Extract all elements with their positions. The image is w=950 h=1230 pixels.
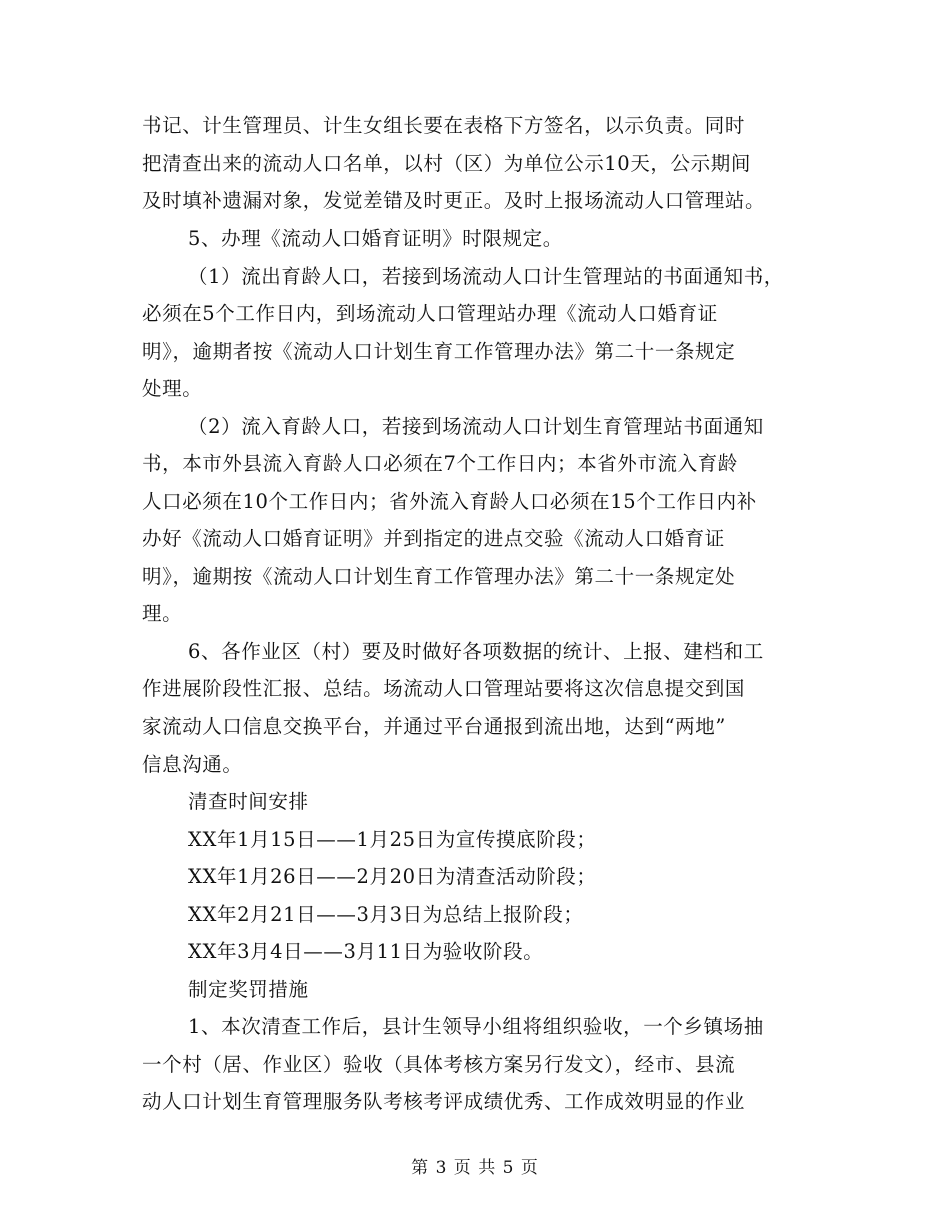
text-line: 办好《流动人口婚育证明》并到指定的进点交验《流动人口婚育证 (142, 527, 725, 550)
text-line: 6、各作业区（村）要及时做好各项数据的统计、上报、建档和工 (188, 640, 764, 663)
text-line: 必须在5个工作日内，到场流动人口管理站办理《流动人口婚育证 (142, 302, 718, 325)
text-line: 处理。 (142, 377, 203, 400)
text-line: 把清查出来的流动人口名单，以村（区）为单位公示10天，公示期间 (142, 152, 751, 175)
text-line: 明》，逾期按《流动人口计划生育工作管理办法》第二十一条规定处 (142, 565, 736, 588)
text-line: 家流动人口信息交换平台，并通过平台通报到流出地，达到“两地” (142, 715, 726, 738)
text-line: （2）流入育龄人口，若接到场流动人口计划生育管理站书面通知 (188, 415, 764, 438)
section-heading: 清查时间安排 (188, 790, 309, 813)
text-line: 及时填补遗漏对象，发觉差错及时更正。及时上报场流动人口管理站。 (142, 189, 766, 212)
schedule-item: XX年1月15日——1月25日为宣传摸底阶段； (188, 828, 597, 851)
text-line: 5、办理《流动人口婚育证明》时限规定。 (188, 227, 563, 250)
schedule-item: XX年3月4日——3月11日为验收阶段。 (188, 940, 544, 963)
schedule-item: XX年1月26日——2月20日为清查活动阶段； (188, 865, 597, 888)
text-line: （1）流出育龄人口，若接到场流动人口计生管理站的书面通知书， (188, 265, 784, 288)
text-line: 一个村（居、作业区）验收（具体考核方案另行发文），经市、县流 (142, 1053, 736, 1076)
text-line: 书，本市外县流入育龄人口必须在7个工作日内；本省外市流入育龄 (142, 452, 738, 475)
text-line: 动人口计划生育管理服务队考核考评成绩优秀、工作成效明显的作业 (142, 1090, 746, 1113)
text-line: 书记、计生管理员、计生女组长要在表格下方签名，以示负责。同时 (142, 114, 746, 137)
text-line: 理。 (142, 602, 183, 625)
page-number-footer: 第 3 页 共 5 页 (411, 1158, 539, 1178)
text-line: 人口必须在10个工作日内；省外流入育龄人口必须在15个工作日内补 (142, 490, 757, 513)
text-line: 信息沟通。 (142, 753, 243, 776)
text-line: 1、本次清查工作后，县计生领导小组将组织验收，一个乡镇场抽 (188, 1015, 764, 1038)
text-line: 明》，逾期者按《流动人口计划生育工作管理办法》第二十一条规定 (142, 340, 736, 363)
schedule-item: XX年2月21日——3月3日为总结上报阶段； (188, 903, 584, 926)
section-heading: 制定奖罚措施 (188, 978, 309, 1001)
text-line: 作进展阶段性汇报、总结。场流动人口管理站要将这次信息提交到国 (142, 677, 746, 700)
